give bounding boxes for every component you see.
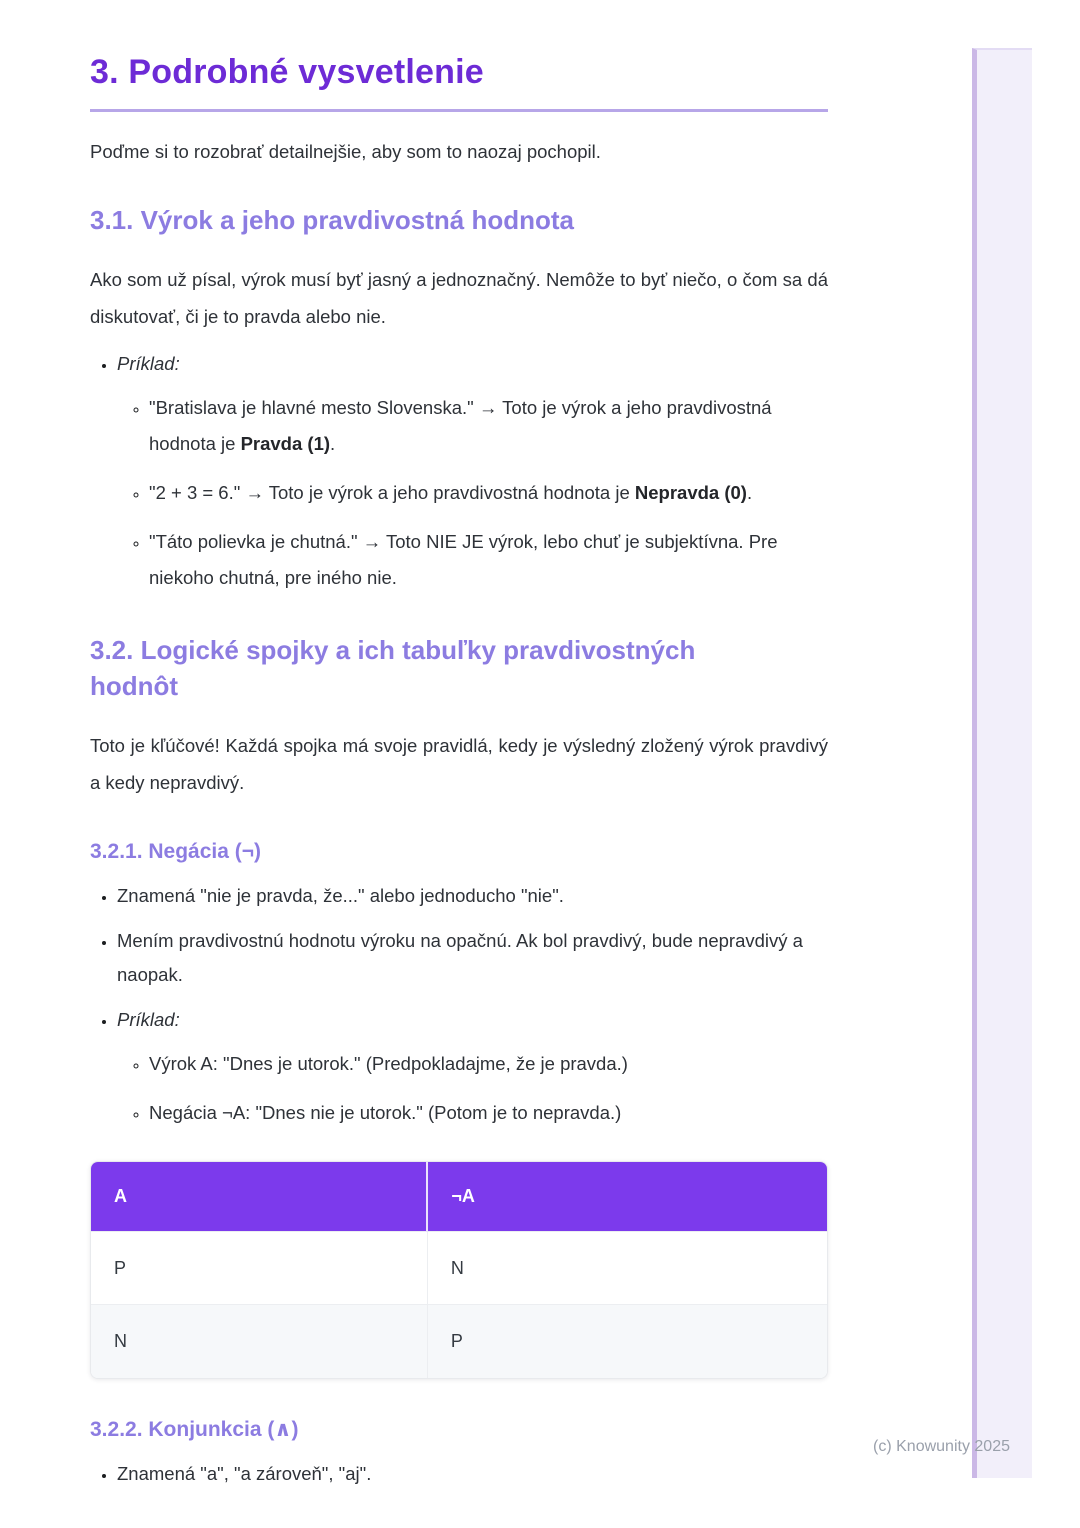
- list-item: • Znamená "a", "a zároveň", "aj".: [117, 1457, 828, 1491]
- example-bold-value: Pravda (1): [240, 432, 331, 454]
- truth-table: [90, 1161, 828, 1379]
- page-title: 3. Podrobné vysvetlenie: [90, 53, 484, 91]
- list-item: ◦ Negácia ¬A: "Dnes nie je utorok." (Potom je to nepravda.): [149, 1095, 828, 1131]
- table-cell: N: [91, 1305, 427, 1378]
- example-text: .: [330, 432, 336, 454]
- next-page-edge: [972, 48, 1032, 1478]
- table-cell: P: [91, 1232, 427, 1305]
- negation-examples-sublist: [117, 1046, 828, 1131]
- list-item: • Znamená "nie je pravda, že..." alebo jednoducho "nie".: [117, 879, 828, 913]
- section-3-2-paragraph: Toto je kľúčové! Každá spojka má svoje pravidlá, kedy je výsledný zložený výrok pravdivý a kedy nepravdivý.: [90, 734, 828, 793]
- example-text: "Bratislava je hlavné mesto Slovenska." → Toto je výrok a jeho pravdivostná hodnota je: [149, 396, 772, 454]
- example-text: .: [746, 481, 753, 503]
- section-3-1-title: 3.1. Výrok a jeho pravdivostná hodnota: [90, 204, 575, 235]
- document-page: [90, 50, 828, 1502]
- negation-list: [90, 879, 828, 1131]
- title-underline: [90, 109, 828, 112]
- intro-paragraph: Poďme si to rozobrať detailnejšie, aby som to naozaj pochopil.: [90, 140, 601, 162]
- truth-table-header-a: A: [91, 1162, 427, 1232]
- truth-table-header-not-a: ¬A: [427, 1162, 827, 1232]
- examples-label-text: Príklad:: [117, 1008, 180, 1030]
- copyright-notice: (c) Knowunity 2025: [873, 1438, 1010, 1455]
- list-item: ◦ Výrok A: "Dnes je utorok." (Predpokladajme, že je pravda.): [149, 1046, 828, 1082]
- list-item: • Mením pravdivostnú hodnotu výroku na opačnú. Ak bol pravdivý, bude nepravdivý a naopak.: [117, 924, 828, 992]
- section-3-1-paragraph: Ako som už písal, výrok musí byť jasný a jednoznačný. Nemôže to byť niečo, o čom sa dá diskutovať, či je to pravda alebo nie.: [90, 268, 828, 327]
- examples-label: [117, 347, 828, 596]
- section-3-2-1-title: 3.2.1. Negácia (¬): [90, 839, 262, 863]
- table-cell: P: [427, 1305, 827, 1378]
- examples-list: [90, 347, 828, 596]
- list-item: [149, 475, 828, 511]
- section-3-2-title: 3.2. Logické spojky a ich tabuľky pravdivostných hodnôt: [90, 634, 696, 701]
- example-bold-value: Nepravda (0): [634, 481, 747, 503]
- example-text: "2 + 3 = 6." → Toto je výrok a jeho pravdivostná hodnota je: [149, 481, 635, 503]
- section-3-2-2-title: 3.2.2. Konjunkcia (∧): [90, 1417, 299, 1441]
- truth-table-header-row: [91, 1162, 827, 1232]
- examples-sublist: [117, 390, 828, 596]
- table-row: [91, 1232, 827, 1305]
- table-cell: N: [427, 1232, 827, 1305]
- list-item: [149, 390, 828, 462]
- table-row: [91, 1305, 827, 1378]
- conjunction-list: [90, 1457, 828, 1491]
- examples-label-text: Príklad:: [117, 352, 180, 374]
- list-item: ◦ "Táto polievka je chutná." → Toto NIE JE výrok, lebo chuť je subjektívna. Pre niekoho chutná, pre iného nie.: [149, 524, 828, 596]
- examples-label: [117, 1003, 828, 1131]
